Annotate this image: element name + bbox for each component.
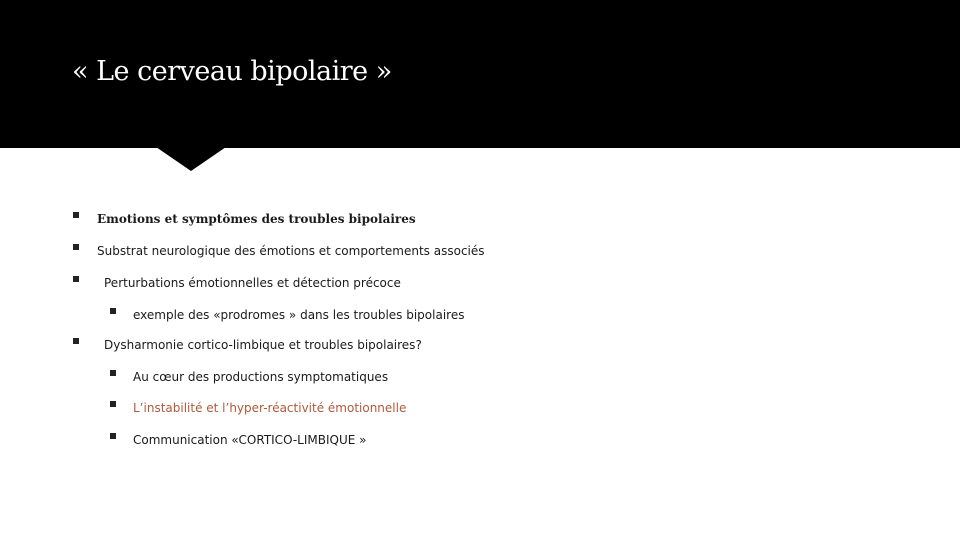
bullet-item: Dysharmonie cortico-limbique et troubles bipolaires?	[104, 338, 422, 352]
bullet-item: Substrat neurologique des émotions et comportements associés	[97, 244, 485, 258]
sub-bullet-marker	[110, 401, 116, 407]
sub-bullet-marker	[110, 433, 116, 439]
slide-title: « Le cerveau bipolaire »	[72, 56, 392, 87]
bullet-marker	[73, 338, 79, 344]
sub-bullet-item: Au cœur des productions symptomatiques	[133, 370, 389, 384]
sub-bullet-item-highlight: L’instabilité et l’hyper-réactivité émotionnelle	[133, 401, 407, 415]
bullet-marker	[73, 244, 79, 250]
bullet-marker	[73, 212, 79, 218]
sub-bullet-marker	[110, 308, 116, 314]
sub-bullet-marker	[110, 370, 116, 376]
sub-bullet-item: Communication «CORTICO-LIMBIQUE »	[133, 433, 367, 447]
bullet-item: Perturbations émotionnelles et détection précoce	[104, 276, 401, 290]
sub-bullet-item: exemple des «prodromes » dans les troubles bipolaires	[133, 308, 465, 322]
bullet-marker	[73, 276, 79, 282]
bullet-item: Emotions et symptômes des troubles bipolaires	[97, 212, 416, 226]
